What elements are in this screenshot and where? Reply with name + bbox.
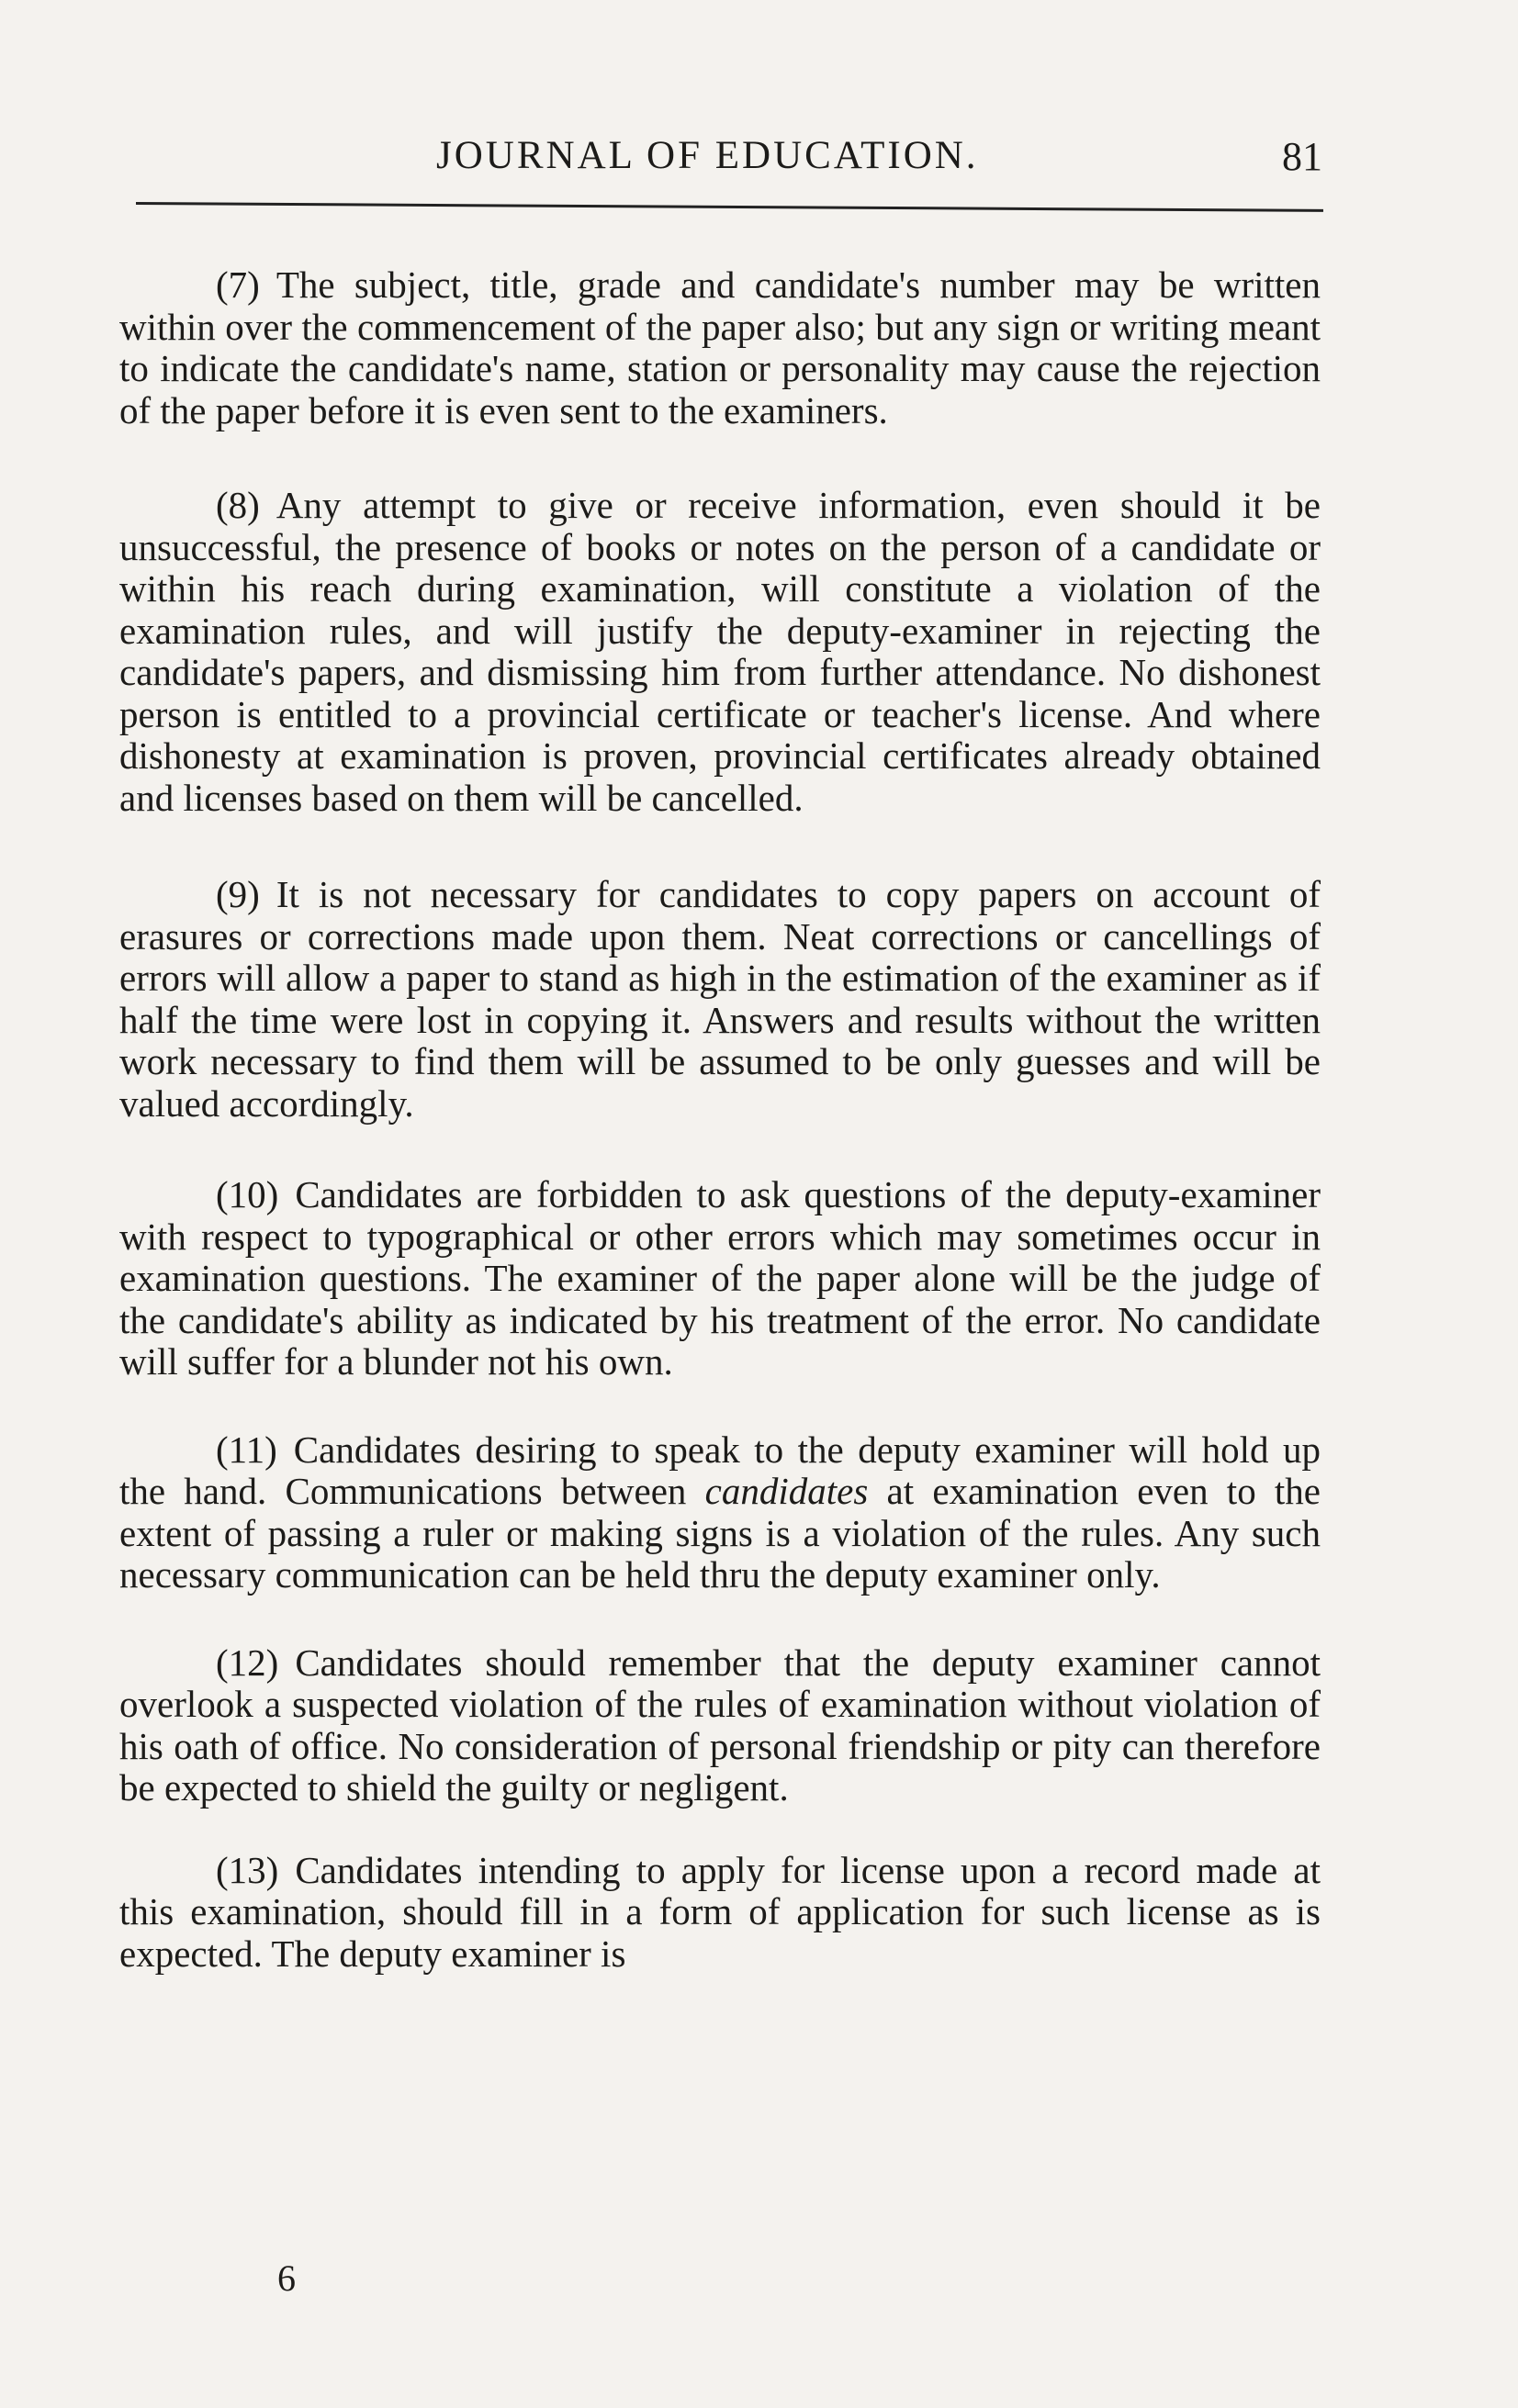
page-body	[119, 264, 1321, 1975]
rule-number: (7)	[216, 263, 260, 306]
rule-text: Any attempt to give or receive information, even should it be unsuccessful, the presence of books or notes on the person of a candidate or within his reach during examination, will constitute a violation of the examination rules, and will justify the deputy-examiner in rejecting the candidate's papers, and dismissing him from further attendance. No dishonest person is entitled to a provincial certificate or teacher's license. And where dishonesty at examination is proven, provincial certificates already obtained and licenses based on them will be cancelled.	[119, 484, 1321, 819]
page-header	[0, 133, 1518, 197]
header-rule	[136, 202, 1323, 212]
running-title: JOURNAL OF EDUCATION.	[436, 134, 979, 177]
rule-text: Candidates intending to apply for license upon a record made at this examination, should fill in a form of application for such license as is expected. The deputy examiner is	[119, 1848, 1321, 1975]
page-number: 81	[1282, 134, 1322, 179]
rule-text-before: Candidates desiring to speak to the deputy examiner will hold up the hand. Communications between	[119, 1428, 1321, 1512]
rule-number: (11)	[216, 1428, 277, 1471]
rule-13	[119, 1850, 1321, 1976]
rule-number: (10)	[216, 1173, 279, 1215]
rule-8	[119, 485, 1321, 819]
rule-text: It is not necessary for candidates to copy papers on account of erasures or corrections made upon them. Neat corrections or cancellings of errors will allow a paper to stand as high in the estimation of the examiner as if half the time were lost in copying it. Answers and results without the written work necessary to find them will be assumed to be only guesses and will be valued accordingly.	[119, 873, 1321, 1125]
rule-text-italic: candidates	[704, 1470, 869, 1512]
rule-9	[119, 874, 1321, 1125]
rule-text: Candidates should remember that the deputy examiner cannot overlook a suspected violation of the rules of examination without violation of his oath of office. No consideration of personal friendship or pity can therefore be expected to shield the guilty or negligent.	[119, 1641, 1321, 1809]
rule-number: (13)	[216, 1848, 279, 1891]
rule-text: The subject, title, grade and candidate's number may be written within over the commencement of the paper also; but any sign or writing meant to indicate the candidate's name, station or personality may cause the rejection of the paper before it is even sent to the examiners.	[119, 263, 1321, 431]
rule-10	[119, 1174, 1321, 1383]
signature-mark: 6	[277, 2257, 296, 2299]
rule-number: (9)	[216, 873, 260, 915]
rule-number: (12)	[216, 1641, 279, 1684]
rule-7	[119, 264, 1321, 431]
rule-text-after: at examination even to the extent of passing a ruler or making signs is a violation of the rules. Any such necessary communication can be held thru the deputy examiner only.	[119, 1470, 1321, 1596]
rule-12	[119, 1642, 1321, 1809]
rule-number: (8)	[216, 484, 260, 526]
rule-text: Candidates are forbidden to ask questions of the deputy-examiner with respect to typographical or other errors which may sometimes occur in examination questions. The examiner of the paper alone will be the judge of the candidate's ability as indicated by his treatment of the error. No candidate will suffer for a blunder not his own.	[119, 1173, 1321, 1383]
rule-11	[119, 1429, 1321, 1596]
